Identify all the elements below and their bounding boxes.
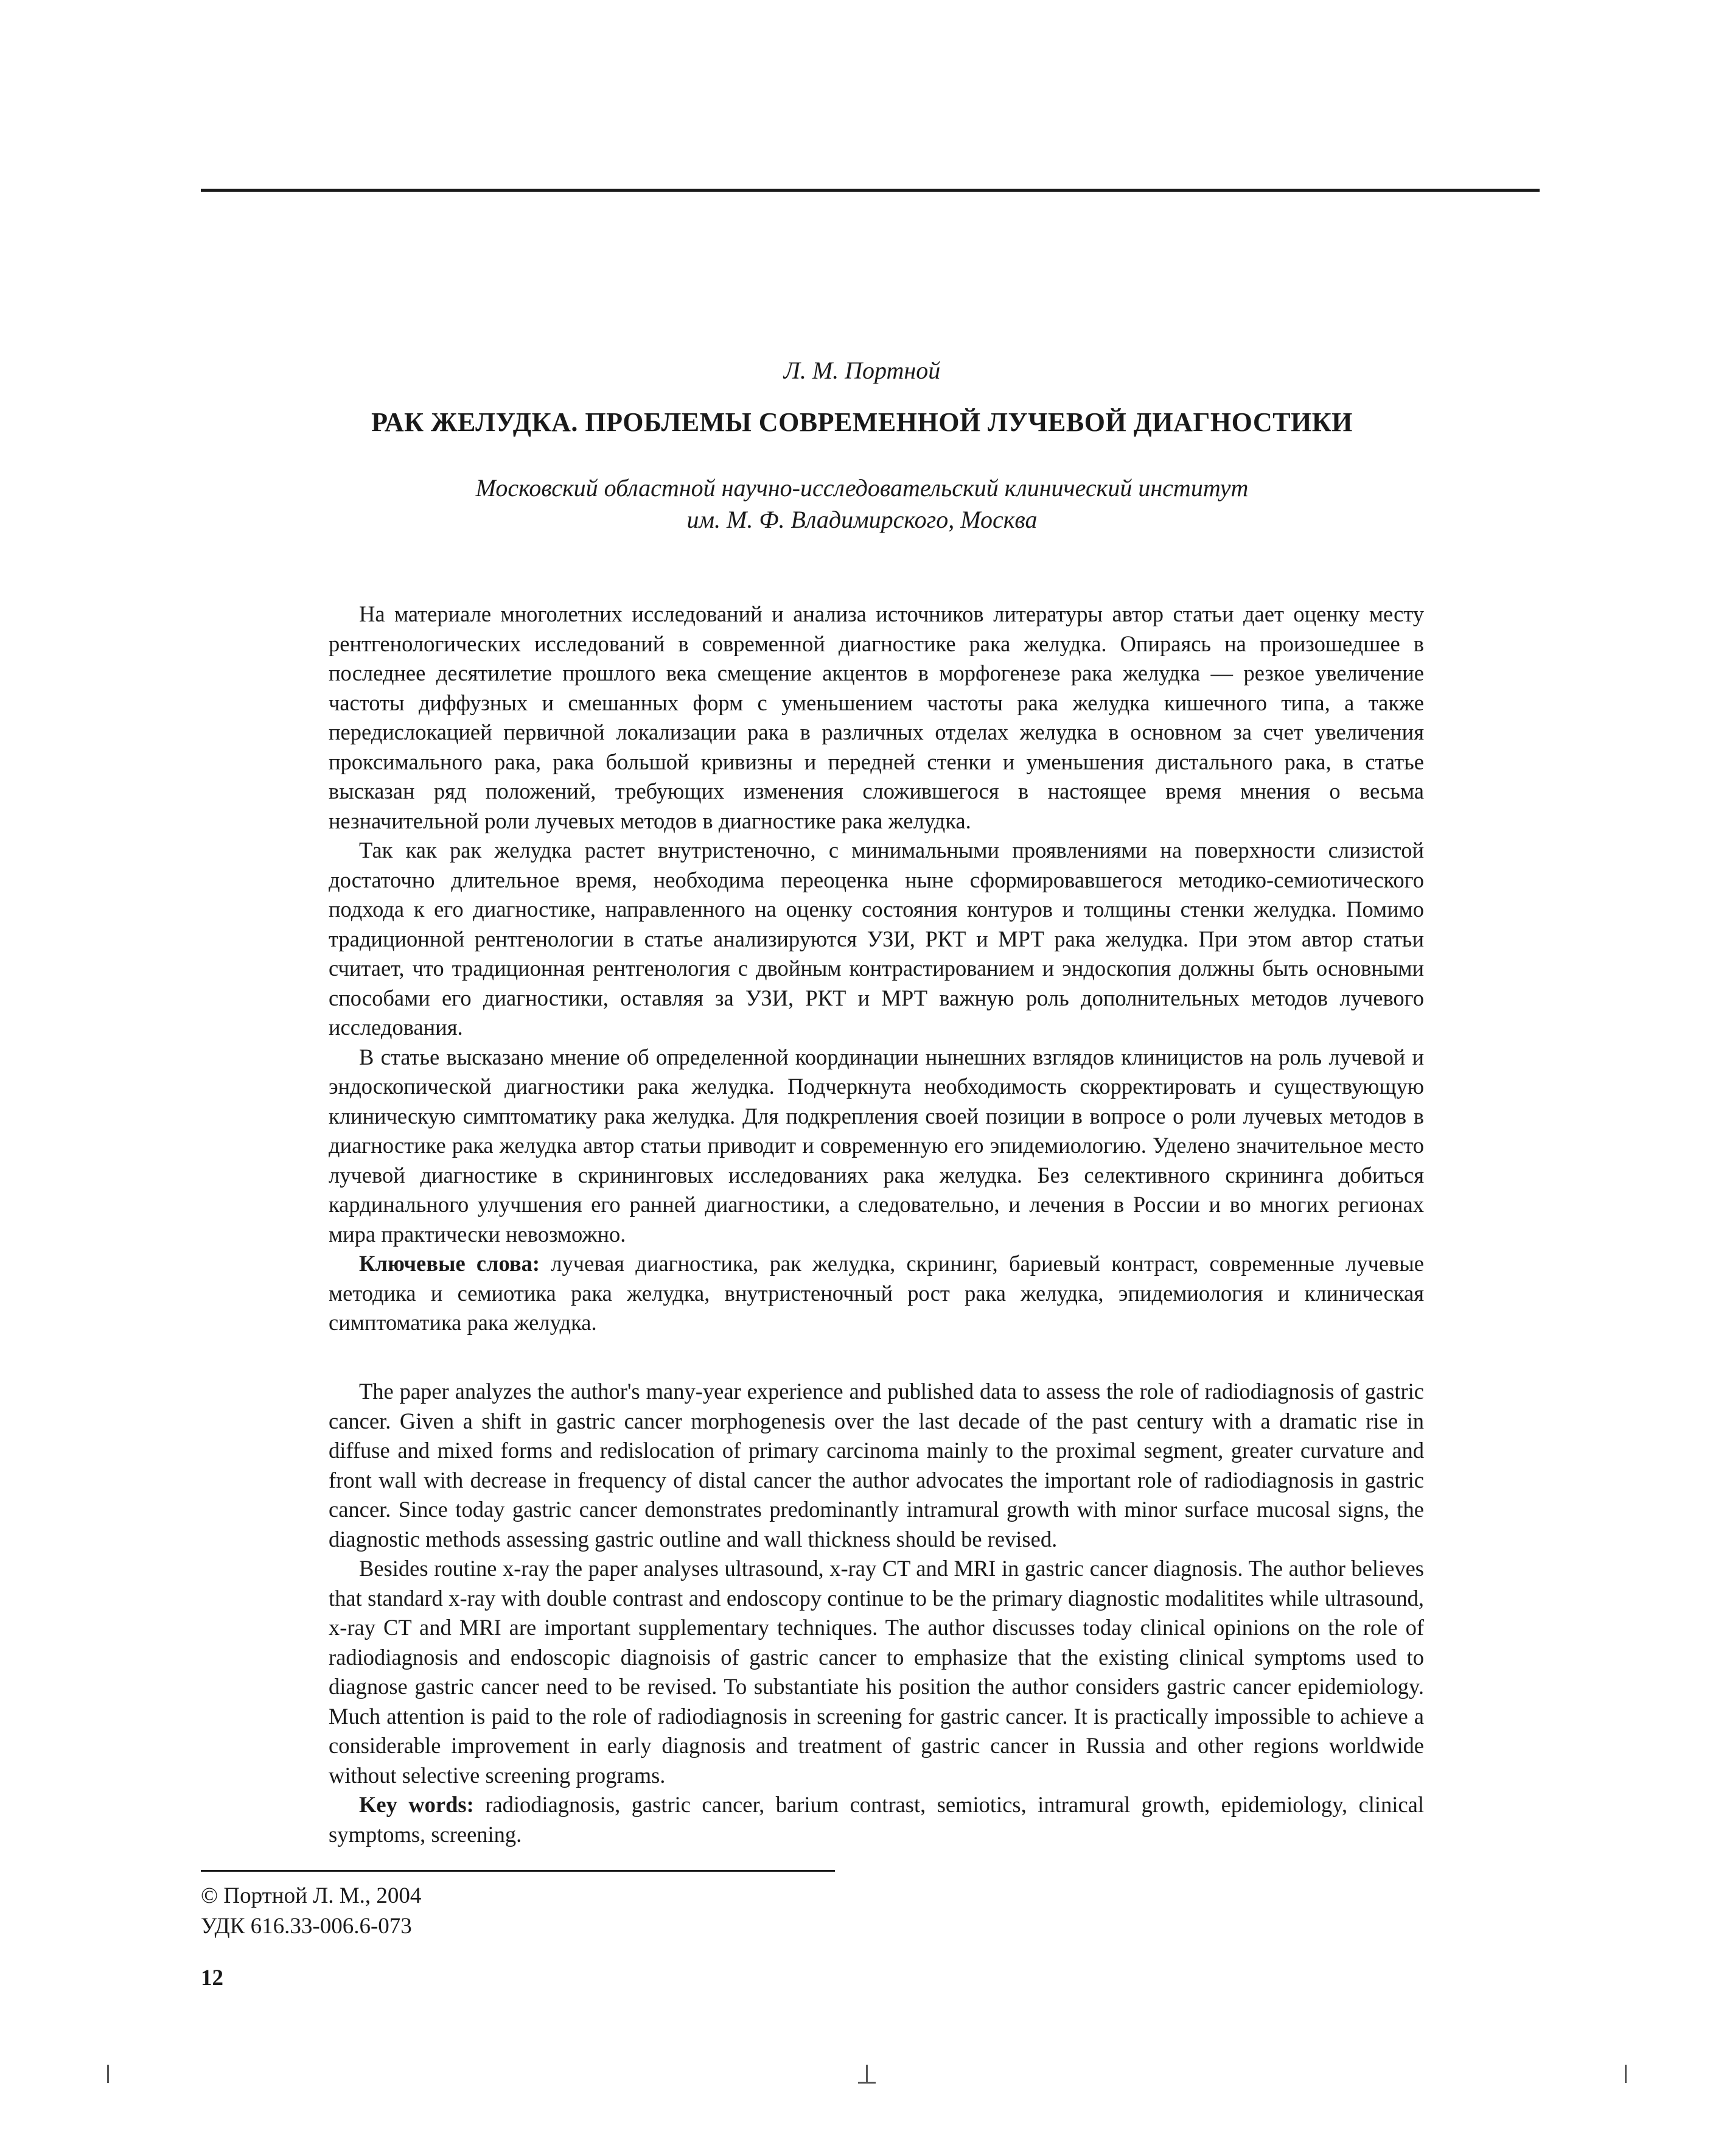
- keywords-en-label: Key words:: [359, 1792, 474, 1817]
- abstract-ru-paragraph-1: На материале многолетних исследований и анализа источников литературы автор статьи дает оценку месту рентгенологических исследований в современной диагностике рака желудка. Опираясь на произошедшее в последнее десятилетие прошлого века смещение акцентов в морфогенезе рака желудка — резкое увеличение частоты диффузных и смешанных форм с уменьшением частоты рака желудка кишечного типа, а также передислокацией первичной локализации рака в различных отделах желудка в основном за счет увеличения проксимального рака, рака большой кривизны и передней стенки и уменьшения дистального рака, в статье высказан ряд положений, требующих изменения сложившегося в настоящее время мнения о весьма незначительной роли лучевых методов в диагностике рака желудка.: [329, 601, 1424, 833]
- abstract-russian: [329, 600, 1424, 1338]
- abstract-en-keywords: [329, 1790, 1424, 1849]
- crop-mark-center-horizontal: [858, 2082, 876, 2084]
- crop-mark-center-vertical: [866, 2065, 868, 2082]
- keywords-en-text: radiodiagnosis, gastric cancer, barium contrast, semiotics, intramural growth, epidemiology, clinical symptoms, screening.: [329, 1792, 1424, 1847]
- article-title: РАК ЖЕЛУДКА. ПРОБЛЕМЫ СОВРЕМЕННОЙ ЛУЧЕВОЙ ДИАГНОСТИКИ: [371, 407, 1353, 437]
- page-number: 12: [201, 1965, 223, 1990]
- keywords-ru-label: Ключевые слова:: [359, 1251, 540, 1276]
- crop-mark-right: [1625, 2065, 1627, 2083]
- crop-mark-left: [107, 2065, 109, 2083]
- abstract-ru-keywords: [329, 1249, 1424, 1338]
- keywords-ru-text: лучевая диагностика, рак желудка, скрининг, бариевый контраст, современные лучевые методика и семиотика рака желудка, внутристеночный рост рака желудка, эпидемиология и клиническая симптоматика рака желудка.: [329, 1251, 1424, 1335]
- abstract-english: [329, 1377, 1424, 1849]
- abstract-ru-paragraph-2: Так как рак желудка растет внутристеночно, с минимальными проявлениями на поверхности слизистой достаточно длительное время, необходима переоценка ныне сформировавшегося методико-семиотического подхода к его диагностике, направленного на оценку состояния контуров и толщины стенки желудка. Помимо традиционной рентгенологии в статье анализируются УЗИ, РКТ и МРТ рака желудка. При этом автор статьи считает, что традиционная рентгенология с двойным контрастированием и эндоскопия должны быть основными способами его диагностики, оставляя за УЗИ, РКТ и МРТ важную роль дополнительных методов лучевого исследования.: [329, 838, 1424, 1040]
- footnote-rule: [201, 1870, 835, 1872]
- abstract-ru-paragraph-3: В статье высказано мнение об определенной координации нынешних взглядов клиницистов на роль лучевой и эндоскопической диагностики рака желудка. Подчеркнута необходимость скорректировать и существующую клиническую симптоматику рака желудка. Для подкрепления своей позиции в вопросе о роли лучевых методов в диагностике рака желудка автор статьи приводит и современную его эпидемиологию. Уделено значительное место лучевой диагностике в скрининговых исследованиях рака желудка. Без селективного скрининга добиться кардинального улучшения его ранней диагностики, а следовательно, и лечения в России и во многих регионах мира практически невозможно.: [329, 1044, 1424, 1247]
- affiliation-line-2: им. М. Ф. Владимирского, Москва: [686, 506, 1038, 533]
- udk-code: УДК 616.33-006.6-073: [201, 1914, 412, 1939]
- abstract-en-paragraph-2: Besides routine x-ray the paper analyses ultrasound, x-ray CT and MRI in gastric cancer diagnosis. The author believes that standard x-ray with double contrast and endoscopy continue to be the primary diagnostic modalitites while ultrasound, x-ray CT and MRI are important supplementary techniques. The author discusses today clinical opinions on the role of radiodiagnosis and endoscopic diagnoisis of gastric cancer to emphasize that the existing clinical symptoms used to diagnose gastric cancer need to be revised. To substantiate his position the author considers gastric cancer epidemiology. Much attention is paid to the role of radiodiagnosis in screening for gastric cancer. It is practically impossible to achieve a considerable improvement in early diagnosis and treatment of gastric cancer in Russia and other regions worldwide without selective screening programs.: [329, 1556, 1424, 1788]
- affiliation-line-1: Московский областной научно-исследовательский клинический институт: [475, 474, 1249, 502]
- header-rule: [201, 189, 1540, 192]
- affiliation: [0, 472, 1724, 536]
- copyright-note: © Портной Л. М., 2004: [201, 1883, 422, 1908]
- abstract-en-paragraph-1: The paper analyzes the author's many-year experience and published data to assess the role of radiodiagnosis of gastric cancer. Given a shift in gastric cancer morphogenesis over the last decade of the past century with a dramatic rise in diffuse and mixed forms and redislocation of primary carcinoma mainly to the proximal segment, greater curvature and front wall with decrease in frequency of distal cancer the author advocates the important role of radiodiagnosis in gastric cancer. Since today gastric cancer demonstrates predominantly intramural growth with minor surface mucosal signs, the diagnostic methods assessing gastric outline and wall thickness should be revised.: [329, 1379, 1424, 1552]
- article-author: Л. М. Портной: [783, 357, 941, 384]
